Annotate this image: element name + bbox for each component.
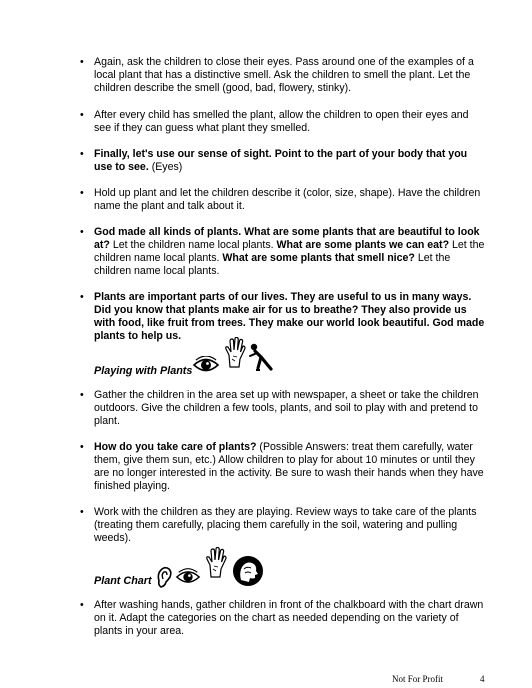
- body-text: After washing hands, gather children in front of the chalkboard with the chart drawn on it. Adapt the categories on the chart as needed depending on the variety of plants in your area.: [94, 599, 484, 637]
- body-text: Hold up plant and let the children describe it (color, size, shape). Have the children name the plant and talk about it.: [94, 187, 481, 212]
- bullet-marker: •: [80, 599, 84, 611]
- hand-icon: [205, 547, 227, 579]
- bullet-list-senses: [80, 56, 486, 343]
- page-number: 4: [480, 674, 485, 684]
- bold-text: Finally, let's use our sense of sight. Point to the part of your body that you use to see.: [94, 148, 468, 173]
- bullet-list-plant-chart: [80, 599, 486, 638]
- section-heading-playing-with-plants: Playing with Plants: [94, 365, 193, 377]
- head-icon: [232, 555, 264, 587]
- hand-icon: [224, 337, 246, 369]
- bullet-marker: •: [80, 109, 84, 121]
- bullet-item: [80, 441, 486, 493]
- bullet-item: [80, 187, 486, 213]
- stretching-person-icon: [248, 342, 274, 372]
- bullet-item: [80, 56, 486, 95]
- body-text: Let the children name local plants.: [94, 239, 485, 264]
- bold-text: How do you take care of plants?: [94, 441, 257, 453]
- bullet-item: [80, 291, 486, 343]
- bullet-marker: •: [80, 506, 84, 518]
- bold-text: God made all kinds of plants. What are some plants that are beautiful to look at?: [94, 226, 480, 251]
- bullet-item: [80, 109, 486, 135]
- body-text: Work with the children as they are playing. Review ways to take care of the plants (treating them carefully, placing them carefully in the soil, watering and pulling weeds).: [94, 506, 477, 544]
- body-text: Let the children name local plants.: [109, 239, 277, 251]
- body-text: (Eyes): [148, 161, 183, 173]
- bullet-marker: •: [80, 187, 84, 199]
- body-text: Again, ask the children to close their eyes. Pass around one of the examples of a local plant that has a distinctive smell. Ask the children to smell the plant. Let the children describe the smell (good, bad, flowery, stinky).: [94, 56, 474, 94]
- bold-text: What are some plants that smell nice?: [222, 252, 415, 264]
- bullet-item: [80, 389, 486, 428]
- bold-text: What are some plants we can eat?: [276, 239, 450, 251]
- eye-icon: [175, 568, 201, 586]
- footer-text: Not For Profit: [392, 674, 444, 684]
- bullet-marker: •: [80, 441, 84, 453]
- bullet-item: [80, 506, 486, 545]
- bullet-marker: •: [80, 56, 84, 68]
- bullet-item: [80, 226, 486, 278]
- eye-icon: [192, 356, 220, 374]
- bullet-marker: •: [80, 389, 84, 401]
- bullet-list-playing: [80, 389, 486, 545]
- body-text: After every child has smelled the plant, allow the children to open their eyes and see if they can guess what plant they smelled.: [94, 109, 469, 134]
- body-text: Let the children name local plants.: [94, 252, 451, 277]
- section-heading-plant-chart: Plant Chart: [94, 575, 152, 587]
- bullet-marker: •: [80, 291, 84, 303]
- body-text: (Possible Answers: treat them carefully, water them, give them sun, etc.) Allow children to play for about 10 minutes or until they are no longer interested in the activity. Be sure to wash their hands when they have finished playing.: [94, 441, 484, 492]
- ear-icon: [156, 566, 172, 590]
- bullet-marker: •: [80, 226, 84, 238]
- bullet-item: [80, 599, 486, 638]
- bullet-marker: •: [80, 148, 84, 160]
- bold-text: Plants are important parts of our lives. They are useful to us in many ways. Did you know that plants make air for us to breathe? They also provide us with food, like fruit from trees. They make our world look beautiful. God made plants to help us.: [94, 291, 485, 342]
- bullet-item: [80, 148, 486, 174]
- body-text: Gather the children in the area set up with newspaper, a sheet or take the children outdoors. Give the children a few tools, plants, and soil to play with and pretend to plant.: [94, 389, 479, 427]
